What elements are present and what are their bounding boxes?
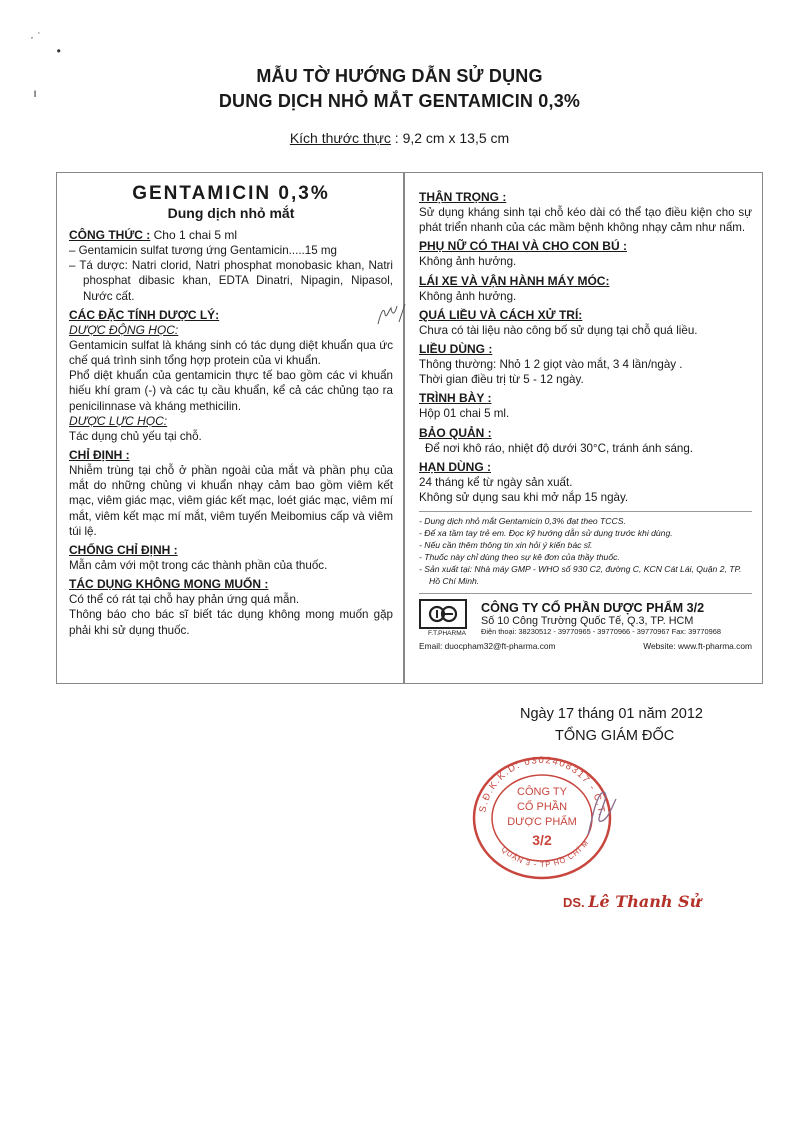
- brand-name: GENTAMICIN 0,3%: [132, 183, 330, 204]
- presentation-heading: TRÌNH BÀY :: [419, 391, 492, 406]
- size-label: Kích thước thực: [289, 130, 391, 146]
- stamp-ring-bottom-text: QUẬN 3 - TP HỒ CHÍ M: [499, 837, 591, 870]
- title-line-2: DUNG DỊCH NHỎ MẮT GENTAMICIN 0,3%: [218, 91, 581, 111]
- note-item: - Sản xuất tại: Nhà máy GMP - WHO số 930 C2, đường C, KCN Cát Lái, Quận 2, TP. Hồ Chí Minh.: [419, 564, 742, 587]
- stamp-line: 3/2: [532, 832, 552, 848]
- formula-item: – Tá dược: Natri clorid, Natri phosphat monobasic khan, Natri phosphat dibasic khan, EDTA Dinatri, Nipagin, Nipasol, Nước cất.: [69, 259, 393, 303]
- note-item: - Dung dịch nhỏ mắt Gentamicin 0,3% đạt theo TCCS.: [419, 516, 626, 527]
- company-website: Website: www.ft-pharma.com: [643, 641, 752, 652]
- company-address: Số 10 Công Trường Quốc Tế, Q.3, TP. HCM: [481, 614, 694, 627]
- stamp-line: CỔ PHẦN: [516, 801, 568, 813]
- storage-text: Để nơi khô ráo, nhiệt độ dưới 30°C, tránh ánh sáng.: [425, 441, 694, 455]
- pregnancy-text: Không ảnh hưởng.: [419, 255, 517, 269]
- contraindication-heading: CHỐNG CHỈ ĐỊNH :: [69, 543, 178, 558]
- brand-subtitle: Dung dịch nhỏ mắt: [167, 205, 295, 221]
- notes-list: [419, 511, 752, 587]
- adverse-text: Thông báo cho bác sĩ biết tác dụng không mong muốn gặp phải khi sử dụng thuốc.: [69, 608, 393, 637]
- company-logo-text: F.T.PHARMA: [428, 630, 466, 638]
- expiry-text: Không sử dụng sau khi mở nắp 15 ngày.: [419, 491, 629, 505]
- storage-heading: BẢO QUẢN :: [419, 425, 492, 440]
- company-phone: Điện thoại: 38230512 - 39770965 - 39770966 - 39770967 Fax: 39770968: [481, 626, 721, 636]
- stamp-line: DƯỢC PHẨM: [507, 816, 577, 828]
- stamp-line: CÔNG TY: [517, 786, 567, 798]
- company-name: CÔNG TY CỔ PHẦN DƯỢC PHẨM 3/2: [481, 600, 705, 615]
- pk-text: Gentamicin sulfat là kháng sinh có tác dụng diệt khuẩn qua ức chế quá trình sinh tổng hợp protein của vi khuẩn.: [69, 338, 393, 368]
- driving-heading: LÁI XE VÀ VẬN HÀNH MÁY MÓC:: [419, 273, 610, 288]
- pregnancy-heading: PHỤ NỮ CÓ THAI VÀ CHO CON BÚ :: [419, 239, 627, 254]
- adverse-heading: TÁC DỤNG KHÔNG MONG MUỐN :: [69, 577, 269, 592]
- handwritten-initial-icon: [375, 302, 407, 333]
- presentation-text: Hộp 01 chai 5 ml.: [419, 407, 510, 421]
- driving-text: Không ảnh hưởng.: [419, 289, 517, 303]
- pd-heading: DƯỢC LỰC HỌC:: [69, 413, 168, 428]
- document-header: [0, 64, 799, 146]
- pd-text: Tác dụng chủ yếu tại chỗ.: [69, 429, 202, 443]
- company-block: [419, 593, 752, 651]
- note-item: - Nếu cần thêm thông tin xin hỏi ý kiến bác sĩ.: [419, 540, 593, 551]
- company-email: Email: duocpham32@ft-pharma.com: [419, 641, 556, 652]
- pharma-heading: CÁC ĐẶC TÍNH DƯỢC LÝ:: [69, 307, 220, 322]
- leaflet-left-panel: [56, 172, 404, 684]
- company-logo-icon: [419, 599, 467, 629]
- size-value: : 9,2 cm x 13,5 cm: [390, 130, 510, 146]
- overdose-text: Chưa có tài liệu nào công bố sử dụng tại chỗ quá liều.: [419, 323, 698, 337]
- formula-heading: CÔNG THỨC : Cho 1 chai 5 ml: [69, 228, 237, 242]
- signer-name: DS. Lê Thanh Sử: [563, 892, 702, 911]
- formula-item: – Gentamicin sulfat tương ứng Gentamicin.....15 mg: [69, 244, 338, 257]
- indication-text: Nhiễm trùng tại chỗ ở phần ngoài của mắt và phần phụ của mắt do những chủng vi khuẩn nhạy cảm bao gồm viêm kết mạc, viêm giác mạc, viêm giác kết mạc, loét giác mạc, viêm mí mắt, viêm kết mạc mí mắt, viêm tuyến Meibomius cấp và viêm túi lệ.: [69, 464, 393, 538]
- adverse-text: Có thể có rát tại chỗ hay phản ứng quá mẫn.: [69, 593, 300, 607]
- expiry-heading: HẠN DÙNG :: [419, 459, 491, 474]
- title-line-1: MẪU TỜ HƯỚNG DẪN SỬ DỤNG: [256, 66, 543, 86]
- signature-scribble-icon: [582, 785, 622, 845]
- note-item: - Để xa tầm tay trẻ em. Đọc kỹ hướng dẫn sử dụng trước khi dùng.: [419, 528, 673, 539]
- caution-heading: THẬN TRỌNG :: [419, 190, 507, 204]
- caution-text: Sử dụng kháng sinh tại chỗ kéo dài có thể tạo điều kiện cho sự phát triển nhanh của các mầm bệnh không nhạy cảm như nấm.: [419, 206, 752, 235]
- leaflet-right-panel: [404, 172, 763, 684]
- overdose-heading: QUÁ LIỀU VÀ CÁCH XỬ TRÍ:: [419, 307, 583, 322]
- dosage-heading: LIỀU DÙNG :: [419, 342, 493, 357]
- signature-date: Ngày 17 tháng 01 năm 2012: [520, 706, 703, 722]
- pk-text: Phổ diệt khuẩn của gentamicin thực tế bao gồm các vi khuẩn hiếu khí gram (-) và các tụ cầu khuẩn, kể cả các chủng tạo ra penicilinnase và kháng methicilin.: [69, 369, 393, 413]
- signer-title: TỔNG GIÁM ĐỐC: [555, 728, 675, 744]
- dosage-text: Thời gian điều trị từ 5 - 12 ngày.: [419, 373, 584, 387]
- indication-heading: CHỈ ĐỊNH :: [69, 448, 130, 463]
- note-item: - Thuốc này chỉ dùng theo sự kê đơn của thầy thuốc.: [419, 552, 620, 563]
- pk-heading: DƯỢC ĐỘNG HỌC:: [69, 322, 179, 337]
- contraindication-text: Mẫn cảm với một trong các thành phần của thuốc.: [69, 559, 328, 573]
- size-line: [0, 130, 799, 146]
- expiry-text: 24 tháng kể từ ngày sản xuất.: [419, 475, 573, 489]
- stamp-ring-text: S.Đ.K.K.D: 0302408317 - C.T.: [477, 754, 607, 818]
- dosage-text: Thông thường: Nhỏ 1 2 giọt vào mắt, 3 4 lần/ngày .: [419, 358, 683, 372]
- scan-specks: · ˙ • ı: [30, 30, 61, 100]
